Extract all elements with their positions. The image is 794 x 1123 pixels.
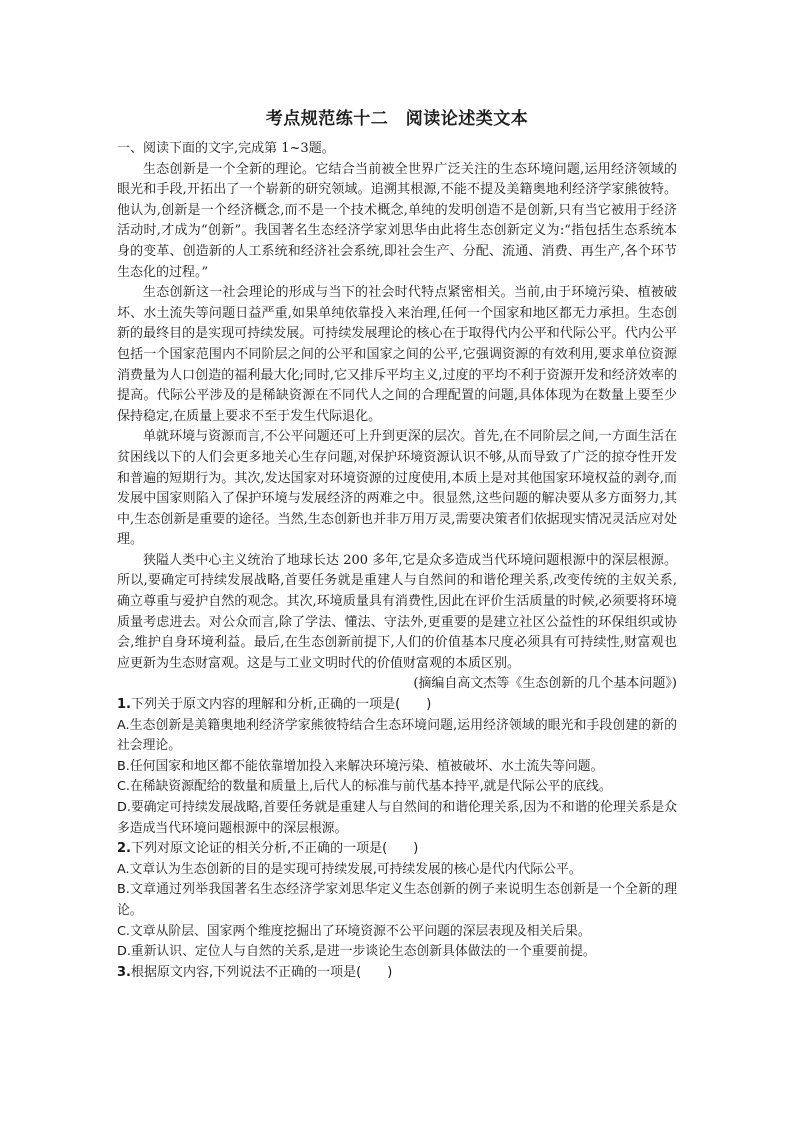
question-number: 2. [117, 841, 131, 857]
question-3 [117, 963, 677, 984]
paragraph: 狭隘人类中心主义统治了地球长达 200 多年,它是众多造成当代环境问题根源中的深层根源。所以,要确定可持续发展战略,首要任务就是重建人与自然间的和谐伦理关系,改变传统的主奴关系,确立尊重与爱护自然的观念。其次,环境质量具有消费性,因此在评价生活质量的时候,必须要将环境质量考虑进去。对公众而言,除了学法、懂法、守法外,更重要的是建立社区公益性的环保组织或协会,维护自身环境利益。最后,在生态创新前提下,人们的价值基本尺度必须具有可持续性,财富观也应更新为生态财富观。这是与工业文明时代的价值财富观的本质区别。 [117, 552, 677, 671]
option-a: A.生态创新是美籍奥地利经济学家熊彼特结合生态环境问题,运用经济领域的眼光和手段创建的新的社会理论。 [117, 717, 677, 754]
paragraph: 生态创新是一个全新的理论。它结合当前被全世界广泛关注的生态环境问题,运用经济领域的眼光和手段,开拓出了一个崭新的研究领域。追溯其根源,不能不提及美籍奥地利经济学家熊彼特。他认为,创新是一个经济概念,而不是一个技术概念,单纯的发明创造不是创新,只有当它被用于经济活动时,才成为“创新”。我国著名生态经济学家刘思华由此将生态创新定义为:“指包括生态系统本身的变革、创造新的人工系统和经济社会系统,即社会生产、分配、流通、消费、再生产,各个环节生态化的过程。” [117, 161, 677, 280]
section-intro: 一、阅读下面的文字,完成第 1~3题。 [117, 141, 335, 156]
question-number: 1. [117, 697, 131, 713]
option-c: C.在稀缺资源配给的数量和质量上,后代人的标准与前代基本持平,就是代际公平的底线。 [117, 779, 612, 795]
option-d: D.重新认识、定位人与自然的关系,是进一步谈论生态创新具体做法的一个重要前提。 [117, 944, 596, 960]
document-page [117, 104, 677, 983]
question-stem [117, 695, 677, 716]
question-stem [117, 963, 677, 984]
option-b: B.任何国家和地区都不能依靠增加投入来解决环境污染、植被破坏、水土流失等问题。 [117, 758, 604, 774]
option-c: C.文章从阶层、国家两个维度挖掘出了环境资源不公平问题的深层表现及相关后果。 [117, 923, 591, 939]
question-text: 根据原文内容,下列说法不正确的一项是( ) [130, 964, 393, 980]
page-title: 考点规范练十二 阅读论述类文本 [265, 109, 529, 129]
option-d: D.要确定可持续发展战略,首要任务就是重建人与自然间的和谐伦理关系,因为不和谐的伦理关系是众多造成当代环境问题根源中的深层根源。 [117, 800, 677, 836]
paragraph: 生态创新这一社会理论的形成与当下的社会时代特点紧密相关。当前,由于环境污染、植被破坏、水土流失等问题日益严重,如果单纯依靠投入来治理,任何一个国家和地区都无力承担。生态创新的最终目的是实现可持续发展。可持续发展理论的核心在于取得代内公平和代际公平。代内公平包括一个国家范围内不同阶层之间的公平和国家之间的公平,它强调资源的有效利用,要求单位资源消费量为人口创造的福利最大化;同时,它又排斥平均主义,过度的平均不利于资源开发和经济效率的提高。代际公平涉及的是稀缺资源在不同代人之间的合理配置的问题,具体体现为在数量上要至少保持稳定,在质量上要求不至于发生代际退化。 [117, 285, 677, 424]
question-stem [117, 839, 677, 860]
option-b: B.文章通过列举我国著名生态经济学家刘思华定义生态创新的例子来说明生态创新是一个全新的理论。 [117, 882, 677, 918]
question-text: 下列关于原文内容的理解和分析,正确的一项是( ) [130, 697, 432, 713]
paragraph: 单就环境与资源而言,不公平问题还可上升到更深的层次。首先,在不同阶层之间,一方面生活在贫困线以下的人们会更多地关心生存问题,对保护环境资源认识不够,从而导致了广泛的掠夺性开发和普遍的短期行为。其次,发达国家对环境资源的过度使用,本质上是对其他国家环境权益的剥夺,而发展中国家则陷入了保护环境与发展经济的两难之中。很显然,这些问题的解决要从多方面努力,其中,生态创新是重要的途径。当然,生态创新也并非万用万灵,需要决策者们依据现实情况灵活应对处理。 [117, 429, 677, 548]
question-2 [117, 839, 677, 963]
option-a: A.文章认为生态创新的目的是实现可持续发展,可持续发展的核心是代内代际公平。 [117, 861, 582, 877]
question-number: 3. [117, 964, 131, 980]
question-text: 下列对原文论证的相关分析,不正确的一项是( ) [130, 841, 419, 857]
question-1 [117, 695, 677, 839]
source-citation: (摘编自高文杰等《生态创新的几个基本问题》) [413, 676, 677, 692]
